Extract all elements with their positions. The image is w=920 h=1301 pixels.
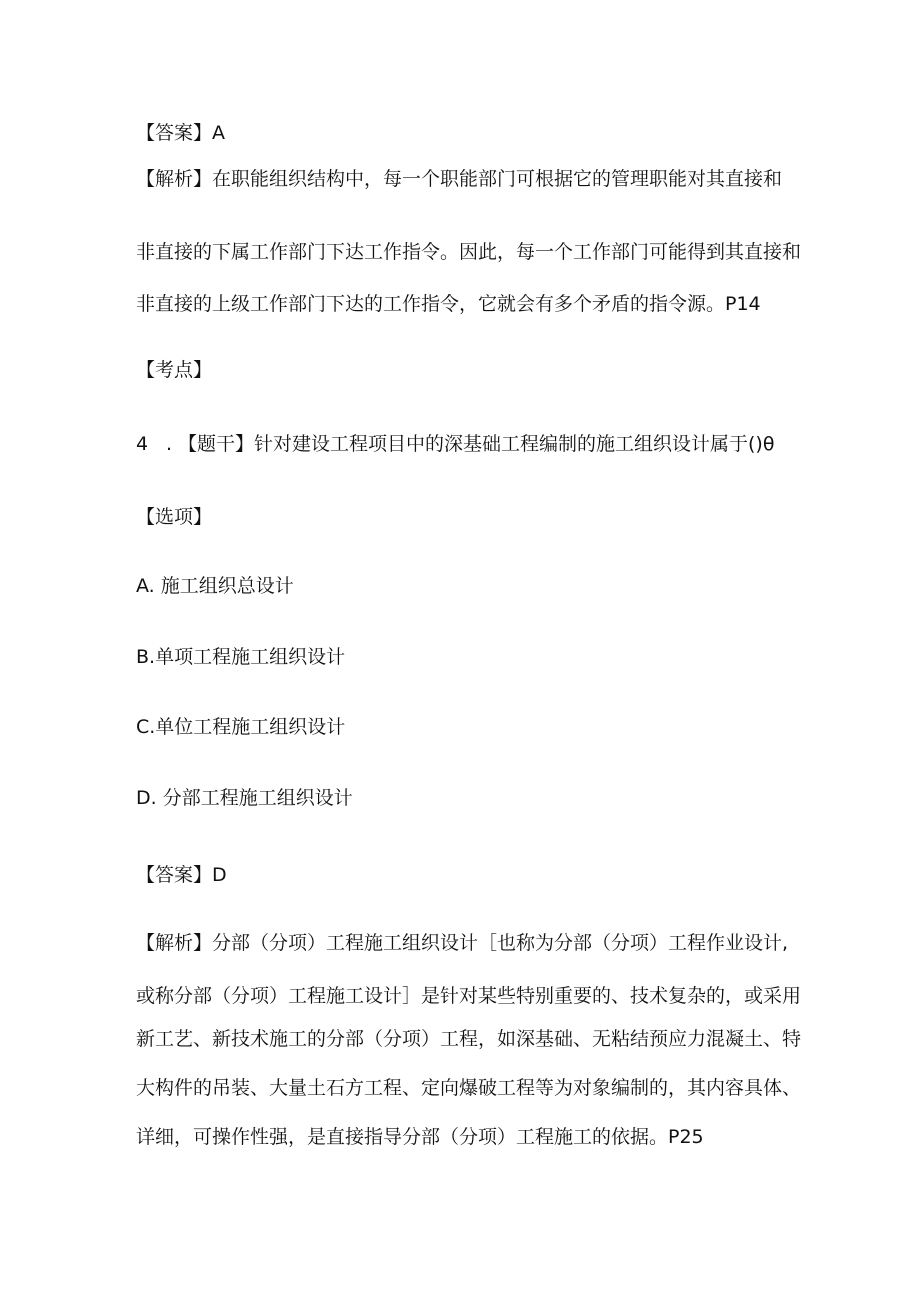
q3-explanation-line: 非直接的上级工作部门下达的工作指令，它就会有多个矛盾的指令源。P14	[136, 293, 761, 315]
q4-option-b: B.单项工程施工组织设计	[136, 646, 346, 668]
q4-answer: 【答案】D	[136, 864, 227, 886]
q3-explanation-line: 非直接的下属工作部门下达工作指令。因此，每一个工作部门可能得到其直接和	[136, 241, 802, 263]
q4-stem: 【题干】针对建设工程项目中的深基础工程编制的施工组织设计属于()θ	[178, 433, 775, 455]
q3-answer: 【答案】A	[136, 122, 225, 144]
q4-explanation-line: 大构件的吊装、大量土石方工程、定向爆破工程等为对象编制的，其内容具体、	[136, 1077, 802, 1099]
q4-number: 4	[136, 433, 149, 455]
q4-number-dot: .	[166, 433, 173, 455]
q4-explanation-line: 详细，可操作性强，是直接指导分部（分项）工程施工的依据。P25	[136, 1126, 704, 1148]
q4-explanation-line: 【解析】分部（分项）工程施工组织设计［也称为分部（分项）工程作业设计,	[136, 932, 789, 954]
q4-option-a: A. 施工组织总设计	[136, 575, 294, 597]
q4-option-d: D. 分部工程施工组织设计	[136, 787, 353, 809]
q4-options-heading: 【选项】	[136, 506, 213, 528]
q4-stem-line	[136, 432, 774, 456]
q3-kaodian-heading: 【考点】	[136, 359, 213, 381]
q3-explanation-line: 【解析】在职能组织结构中，每一个职能部门可根据它的管理职能对其直接和	[136, 168, 783, 190]
q4-explanation-line: 新工艺、新技术施工的分部（分项）工程，如深基础、无粘结预应力混凝土、特	[136, 1028, 802, 1050]
q4-explanation-line: 或称分部（分项）工程施工设计］是针对某些特别重要的、技术复杂的，或采用	[136, 985, 802, 1007]
q4-option-c: C.单位工程施工组织设计	[136, 716, 346, 738]
